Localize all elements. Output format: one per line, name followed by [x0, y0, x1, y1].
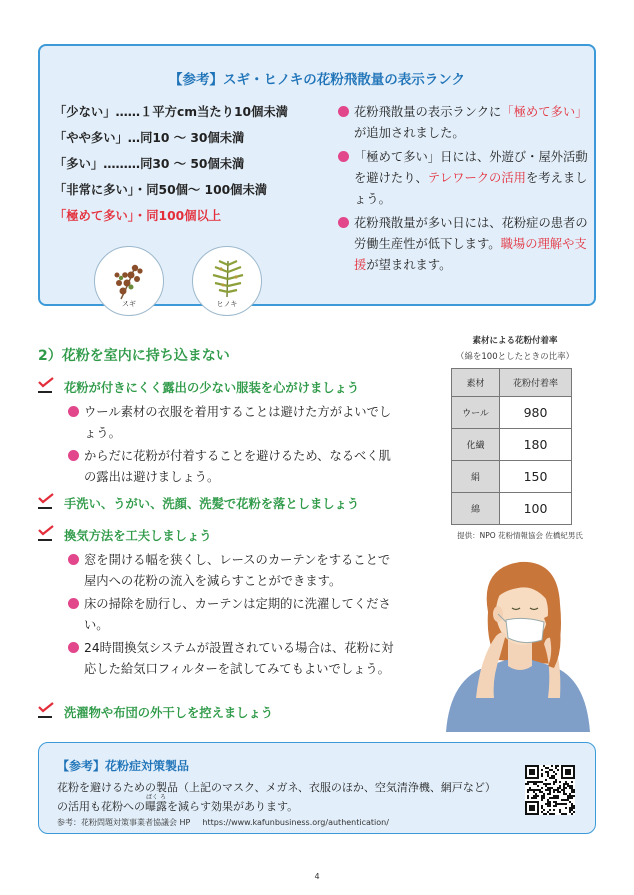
check-heading: [38, 378, 359, 396]
bullet-dot-icon: [68, 450, 79, 461]
bullet-text: 24時間換気システムが設置されている場合は、花粉に対応した給気口フィルターを試してみてもよいでしょう。: [84, 641, 394, 676]
material-cell: ウール: [452, 397, 500, 429]
check-heading-text: 手洗い、うがい、洗顔、洗髪で花粉を落としましょう: [64, 497, 360, 511]
note-item: [338, 102, 588, 144]
check-heading: [38, 494, 359, 512]
table-row: [452, 461, 572, 493]
table-subcaption: （綿を100としたときの比率）: [455, 352, 575, 362]
qr-code-icon[interactable]: [525, 765, 575, 815]
bullet-item: [68, 550, 398, 592]
bullet-dot-icon: [338, 151, 349, 162]
rank-row: 「少ない」……１平方cm当たり10個未満: [54, 105, 288, 119]
rank-notes: [338, 102, 588, 279]
source-url-link[interactable]: https://www.kafunbusiness.org/authentication/: [202, 818, 389, 827]
note-text: 花粉飛散量の表示ランクに: [354, 105, 502, 119]
material-cell: 綿: [452, 493, 500, 525]
note-emphasis: 職場の理解や支援: [354, 237, 587, 272]
table-header-cell: 素材: [452, 369, 500, 397]
note-text: が望まれます。: [366, 258, 452, 272]
note-item: [338, 213, 588, 276]
bullet-dot-icon: [338, 106, 349, 117]
rate-cell: 980: [500, 397, 572, 429]
checkbox-check-icon: [38, 530, 52, 541]
plant-label: ヒノキ: [216, 300, 238, 308]
bullet-item: [68, 402, 398, 444]
check-heading-text: 洗濯物や布団の外干しを控えましょう: [64, 706, 274, 720]
bullet-text: 窓を開ける幅を狭くし、レースのカーテンをすることで屋内への花粉の流入を減らすことができます。: [84, 553, 391, 588]
bullet-dot-icon: [68, 642, 79, 653]
pollen-adhesion-table: [451, 368, 572, 525]
products-box-title: 【参考】花粉症対策製品: [57, 759, 190, 773]
sugi-illustration: [94, 246, 164, 316]
note-emphasis: テレワークの活用: [427, 171, 526, 185]
note-emphasis: 「極めて多い」: [501, 105, 588, 119]
page-number: 4: [314, 872, 320, 881]
bullet-text: 床の掃除を励行し、カーテンは定期的に洗濯してください。: [84, 597, 391, 632]
source-reference: [57, 817, 389, 828]
text-fragment: の活用も花粉への: [57, 800, 145, 813]
ruby-reading: ばく ろ: [146, 794, 166, 801]
bullet-text: ウール素材の衣服を着用することは避けた方がよいでしょう。: [84, 405, 392, 440]
bullet-dot-icon: [68, 554, 79, 565]
rate-cell: 150: [500, 461, 572, 493]
bullet-list: [68, 402, 398, 490]
bullet-item: [68, 638, 398, 680]
table-caption: 素材による花粉付着率: [472, 336, 558, 346]
checkbox-check-icon: [38, 382, 52, 393]
ruby-word: [145, 794, 167, 816]
products-box-text: [57, 778, 527, 816]
rank-list: [54, 102, 344, 232]
products-text-line: [57, 794, 527, 816]
rank-row-extreme: 「極めて多い」・同100個以上: [54, 209, 222, 223]
bullet-dot-icon: [338, 217, 349, 228]
table-header-cell: 花粉付着率: [500, 369, 572, 397]
note-text: を考えましょう。: [354, 171, 588, 206]
note-text: 花粉飛散量が多い日には、花粉症の患者の労働生産性が低下します。: [354, 216, 588, 251]
hinoki-illustration: [192, 246, 262, 316]
table-credit: 提供：NPO 花粉情報協会 佐橋紀男氏: [457, 531, 583, 540]
rate-cell: 180: [500, 429, 572, 461]
reference-box-pollen-rank: [38, 44, 596, 306]
section-title: 2）花粉を室内に持ち込まない: [38, 348, 230, 364]
table-header-row: [452, 369, 572, 397]
check-heading-text: 花粉が付きにくく露出の少ない服装を心がけましょう: [64, 381, 360, 395]
bullet-dot-icon: [68, 598, 79, 609]
checkbox-check-icon: [38, 498, 52, 509]
rank-row: 「非常に多い」・同50個〜 100個未満: [54, 183, 268, 197]
table-row: [452, 397, 572, 429]
table-row: [452, 493, 572, 525]
check-heading-text: 換気方法を工夫しましょう: [64, 529, 212, 543]
note-text: 「極めて多い」日には、外遊び・屋外活動を避けたり、: [354, 150, 588, 185]
source-label: 参考：花粉問題対策事業者協議会 HP: [57, 818, 191, 827]
check-heading: [38, 703, 273, 721]
woman-wearing-mask-illustration: [436, 548, 596, 732]
rate-cell: 100: [500, 493, 572, 525]
ruby-base: 曝露: [145, 800, 167, 813]
bullet-item: [68, 446, 398, 488]
reference-box-title: 【参考】スギ・ヒノキの花粉飛散量の表示ランク: [168, 72, 466, 88]
check-heading: [38, 526, 212, 544]
table-row: [452, 429, 572, 461]
bullet-list: [68, 550, 398, 682]
reference-box-products: [38, 742, 596, 834]
products-text-line: 花粉を避けるための製品（上記のマスク、メガネ、衣服のほか、空気清浄機、網戸など）: [57, 781, 496, 794]
rank-row: 「やや多い」…同10 〜 30個未満: [54, 131, 245, 145]
rank-row: 「多い」………同30 〜 50個未満: [54, 157, 245, 171]
material-cell: 絹: [452, 461, 500, 493]
text-fragment: を減らす効果があります。: [167, 800, 299, 813]
bullet-item: [68, 594, 398, 636]
bullet-dot-icon: [68, 406, 79, 417]
plant-label: スギ: [122, 300, 136, 308]
checkbox-check-icon: [38, 707, 52, 718]
material-cell: 化繊: [452, 429, 500, 461]
note-text: が追加されました。: [354, 126, 465, 140]
bullet-text: からだに花粉が付着することを避けるため、なるべく肌の露出は避けましょう。: [84, 449, 391, 484]
note-item: [338, 147, 588, 210]
